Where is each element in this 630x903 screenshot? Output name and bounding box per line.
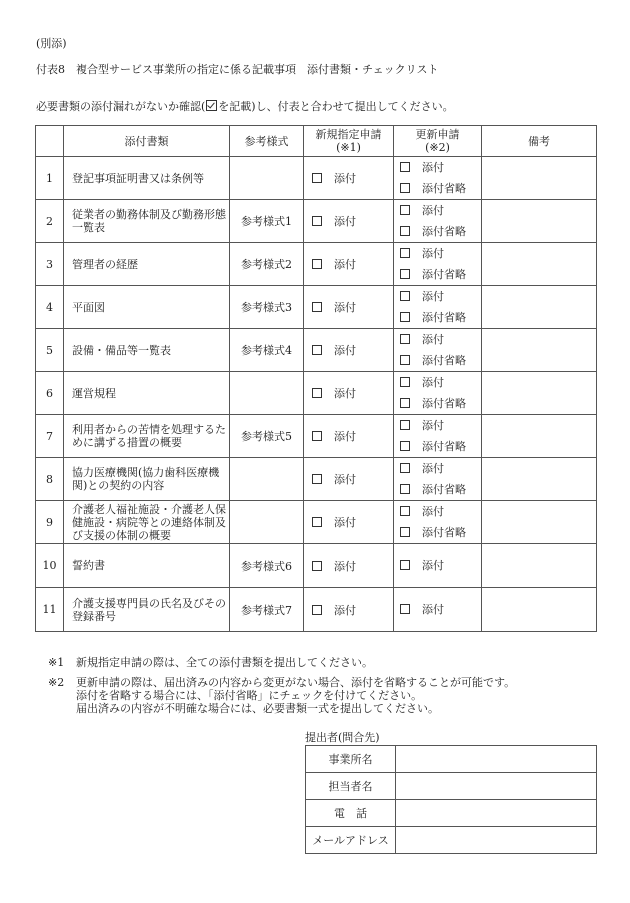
note-1-mark: ※1	[48, 656, 65, 669]
header-renewal-application	[394, 126, 482, 157]
renew-omit-option	[394, 436, 481, 457]
row-number: 9	[36, 501, 64, 544]
renew-omit-label: 添付省略	[422, 225, 466, 238]
document-name: 管理者の経歴	[64, 243, 230, 286]
renew-attach-label: 添付	[422, 376, 444, 389]
submitter-field-label: 担当者名	[306, 773, 396, 800]
renew-omit-label: 添付省略	[422, 354, 466, 367]
header-new-line1: 新規指定申請	[315, 128, 382, 141]
submitter-row	[306, 800, 597, 827]
remarks-cell[interactable]	[482, 372, 597, 415]
renew-attach-checkbox[interactable]	[400, 334, 410, 344]
submitter-row	[306, 827, 597, 854]
new-attach-label: 添付	[334, 258, 356, 271]
renew-attach-label: 添付	[422, 462, 444, 475]
renew-attach-checkbox[interactable]	[400, 291, 410, 301]
renew-attach-option	[394, 501, 481, 522]
document-name: 設備・備品等一覧表	[64, 329, 230, 372]
remarks-cell[interactable]	[482, 329, 597, 372]
renewal-cell	[394, 329, 482, 372]
remarks-cell[interactable]	[482, 200, 597, 243]
note-2-line-2: 添付を省略する場合には、「添付省略」にチェックを付けてください。	[76, 689, 423, 702]
renewal-cell	[394, 200, 482, 243]
renew-attach-label: 添付	[422, 333, 444, 346]
note-2-line-1: 更新申請の際は、届出済みの内容から変更がない場合、添付を省略することが可能です。	[76, 676, 516, 689]
renew-attach-option	[394, 415, 481, 436]
row-number: 7	[36, 415, 64, 458]
reference-form: 参考様式3	[230, 286, 304, 329]
new-attach-checkbox[interactable]	[312, 173, 322, 183]
new-attach-checkbox[interactable]	[312, 474, 322, 484]
new-application-cell	[304, 286, 394, 329]
renewal-cell	[394, 458, 482, 501]
submitter-field-label: 電 話	[306, 800, 396, 827]
table-row	[36, 329, 597, 372]
table-row	[36, 501, 597, 544]
submitter-field-value[interactable]	[396, 746, 597, 773]
renewal-cell	[394, 501, 482, 544]
submitter-row	[306, 773, 597, 800]
submitter-label: 提出者(問合先)	[305, 731, 380, 744]
renew-attach-label: 添付	[422, 247, 444, 260]
new-attach-checkbox[interactable]	[312, 216, 322, 226]
remarks-cell[interactable]	[482, 544, 597, 588]
new-attach-label: 添付	[334, 387, 356, 400]
renew-attach-checkbox[interactable]	[400, 162, 410, 172]
document-name: 利用者からの苦情を処理するために講ずる措置の概要	[64, 415, 230, 458]
table-row	[36, 372, 597, 415]
note-2	[48, 676, 515, 715]
new-attach-label: 添付	[334, 473, 356, 486]
page-title: 付表8 複合型サービス事業所の指定に係る記載事項 添付書類・チェックリスト	[36, 63, 439, 76]
renew-attach-option	[394, 243, 481, 264]
renew-attach-checkbox[interactable]	[400, 420, 410, 430]
new-attach-checkbox[interactable]	[312, 259, 322, 269]
renew-omit-option	[394, 178, 481, 199]
table-header-row	[36, 126, 597, 157]
renew-attach-checkbox[interactable]	[400, 377, 410, 387]
renew-attach-option	[394, 458, 481, 479]
submitter-field-label: メールアドレス	[306, 827, 396, 854]
renew-omit-label: 添付省略	[422, 526, 466, 539]
row-number: 10	[36, 544, 64, 588]
instruction-before: 必要書類の添付漏れがないか確認(	[36, 100, 206, 113]
reference-form: 参考様式5	[230, 415, 304, 458]
renewal-cell	[394, 415, 482, 458]
renew-omit-checkbox[interactable]	[400, 226, 410, 236]
renew-omit-checkbox[interactable]	[400, 398, 410, 408]
renew-omit-label: 添付省略	[422, 483, 466, 496]
submitter-field-value[interactable]	[396, 827, 597, 854]
renew-omit-label: 添付省略	[422, 311, 466, 324]
new-attach-checkbox[interactable]	[312, 431, 322, 441]
submitter-field-label: 事業所名	[306, 746, 396, 773]
new-attach-label: 添付	[334, 301, 356, 314]
row-number: 4	[36, 286, 64, 329]
document-name: 登記事項証明書又は条例等	[64, 157, 230, 200]
reference-form: 参考様式7	[230, 588, 304, 632]
renewal-cell	[394, 286, 482, 329]
renew-attach-option	[394, 588, 481, 631]
renew-omit-option	[394, 479, 481, 500]
renew-omit-checkbox[interactable]	[400, 527, 410, 537]
renew-omit-label: 添付省略	[422, 440, 466, 453]
note-1-text: 新規指定申請の際は、全ての添付書類を提出してください。	[76, 656, 373, 669]
row-number: 11	[36, 588, 64, 632]
remarks-cell[interactable]	[482, 588, 597, 632]
reference-form	[230, 458, 304, 501]
renew-omit-checkbox[interactable]	[400, 269, 410, 279]
new-attach-label: 添付	[334, 430, 356, 443]
note-2-mark: ※2	[48, 676, 65, 689]
new-application-cell	[304, 372, 394, 415]
submitter-table	[305, 745, 597, 854]
table-row	[36, 588, 597, 632]
renew-omit-option	[394, 307, 481, 328]
remarks-cell[interactable]	[482, 501, 597, 544]
header-new-application	[304, 126, 394, 157]
document-name: 介護老人福祉施設・介護老人保健施設・病院等との連絡体制及び支援の体制の概要	[64, 501, 230, 544]
note-2-line-3: 届出済みの内容が不明確な場合には、必要書類一式を提出してください。	[76, 702, 439, 715]
submitter-field-value[interactable]	[396, 800, 597, 827]
new-attach-label: 添付	[334, 172, 356, 185]
renew-omit-option	[394, 350, 481, 371]
renew-attach-option	[394, 157, 481, 178]
renew-attach-option	[394, 544, 481, 587]
new-attach-checkbox[interactable]	[312, 517, 322, 527]
reference-form: 参考様式2	[230, 243, 304, 286]
remarks-cell[interactable]	[482, 458, 597, 501]
remarks-cell[interactable]	[482, 157, 597, 200]
row-number: 8	[36, 458, 64, 501]
renew-attach-label: 添付	[422, 161, 444, 174]
new-attach-label: 添付	[334, 215, 356, 228]
checklist-table	[35, 125, 597, 632]
row-number: 1	[36, 157, 64, 200]
header-renew-line1: 更新申請	[415, 128, 460, 141]
new-application-cell	[304, 501, 394, 544]
new-attach-checkbox[interactable]	[312, 561, 322, 571]
renew-omit-option	[394, 393, 481, 414]
annex-label: (別添)	[36, 37, 67, 50]
table-row	[36, 458, 597, 501]
renew-attach-option	[394, 372, 481, 393]
renew-attach-label: 添付	[422, 505, 444, 518]
header-no	[36, 126, 64, 157]
renew-omit-checkbox[interactable]	[400, 441, 410, 451]
renew-omit-option	[394, 264, 481, 285]
document-name: 従業者の勤務体制及び勤務形態一覧表	[64, 200, 230, 243]
row-number: 6	[36, 372, 64, 415]
header-renew-line2: (※2)	[425, 141, 450, 154]
reference-form: 参考様式4	[230, 329, 304, 372]
renew-omit-option	[394, 221, 481, 242]
renew-attach-checkbox[interactable]	[400, 506, 410, 516]
new-attach-label: 添付	[334, 344, 356, 357]
new-application-cell	[304, 200, 394, 243]
renew-attach-option	[394, 200, 481, 221]
new-application-cell	[304, 415, 394, 458]
remarks-cell[interactable]	[482, 286, 597, 329]
document-name: 運営規程	[64, 372, 230, 415]
renewal-cell	[394, 157, 482, 200]
document-name: 協力医療機関(協力歯科医療機関)との契約の内容	[64, 458, 230, 501]
renew-attach-checkbox[interactable]	[400, 205, 410, 215]
renew-omit-checkbox[interactable]	[400, 183, 410, 193]
renew-attach-checkbox[interactable]	[400, 248, 410, 258]
renew-omit-option	[394, 522, 481, 543]
header-new-line2: (※1)	[336, 141, 361, 154]
submitter-field-value[interactable]	[396, 773, 597, 800]
new-attach-label: 添付	[334, 603, 356, 617]
renew-attach-label: 添付	[422, 559, 444, 572]
new-application-cell	[304, 588, 394, 632]
renew-omit-label: 添付省略	[422, 182, 466, 195]
header-reference: 参考様式	[230, 126, 304, 157]
renew-omit-label: 添付省略	[422, 268, 466, 281]
new-application-cell	[304, 458, 394, 501]
table-row	[36, 415, 597, 458]
renew-attach-option	[394, 329, 481, 350]
document-name: 介護支援専門員の氏名及びその登録番号	[64, 588, 230, 632]
table-row	[36, 286, 597, 329]
submitter-row	[306, 746, 597, 773]
table-row	[36, 544, 597, 588]
renew-attach-checkbox[interactable]	[400, 463, 410, 473]
checkmark-icon	[206, 100, 217, 111]
new-attach-label: 添付	[334, 516, 356, 529]
renewal-cell	[394, 243, 482, 286]
new-attach-checkbox[interactable]	[312, 388, 322, 398]
renew-attach-checkbox[interactable]	[400, 560, 410, 570]
renew-attach-label: 添付	[422, 290, 444, 303]
new-attach-checkbox[interactable]	[312, 345, 322, 355]
renew-attach-label: 添付	[422, 204, 444, 217]
renew-attach-label: 添付	[422, 419, 444, 432]
renew-omit-checkbox[interactable]	[400, 484, 410, 494]
renewal-cell	[394, 372, 482, 415]
table-row	[36, 200, 597, 243]
renewal-cell	[394, 544, 482, 588]
new-application-cell	[304, 243, 394, 286]
new-attach-checkbox[interactable]	[312, 302, 322, 312]
note-1	[48, 656, 373, 669]
row-number: 5	[36, 329, 64, 372]
reference-form: 参考様式1	[230, 200, 304, 243]
row-number: 2	[36, 200, 64, 243]
new-attach-label: 添付	[334, 559, 356, 573]
renew-omit-label: 添付省略	[422, 397, 466, 410]
new-application-cell	[304, 544, 394, 588]
reference-form	[230, 157, 304, 200]
header-document: 添付書類	[64, 126, 230, 157]
header-remarks: 備考	[482, 126, 597, 157]
remarks-cell[interactable]	[482, 243, 597, 286]
renew-omit-checkbox[interactable]	[400, 312, 410, 322]
new-attach-checkbox[interactable]	[312, 605, 322, 615]
new-application-cell	[304, 329, 394, 372]
reference-form	[230, 501, 304, 544]
renew-attach-option	[394, 286, 481, 307]
document-name: 平面図	[64, 286, 230, 329]
row-number: 3	[36, 243, 64, 286]
instruction-text	[36, 98, 454, 114]
remarks-cell[interactable]	[482, 415, 597, 458]
new-application-cell	[304, 157, 394, 200]
reference-form	[230, 372, 304, 415]
renew-omit-checkbox[interactable]	[400, 355, 410, 365]
document-name: 誓約書	[64, 544, 230, 588]
renew-attach-label: 添付	[422, 603, 444, 616]
reference-form: 参考様式6	[230, 544, 304, 588]
instruction-after: を記載)し、付表と合わせて提出してください。	[218, 100, 454, 113]
renewal-cell	[394, 588, 482, 632]
renew-attach-checkbox[interactable]	[400, 604, 410, 614]
table-row	[36, 157, 597, 200]
table-row	[36, 243, 597, 286]
